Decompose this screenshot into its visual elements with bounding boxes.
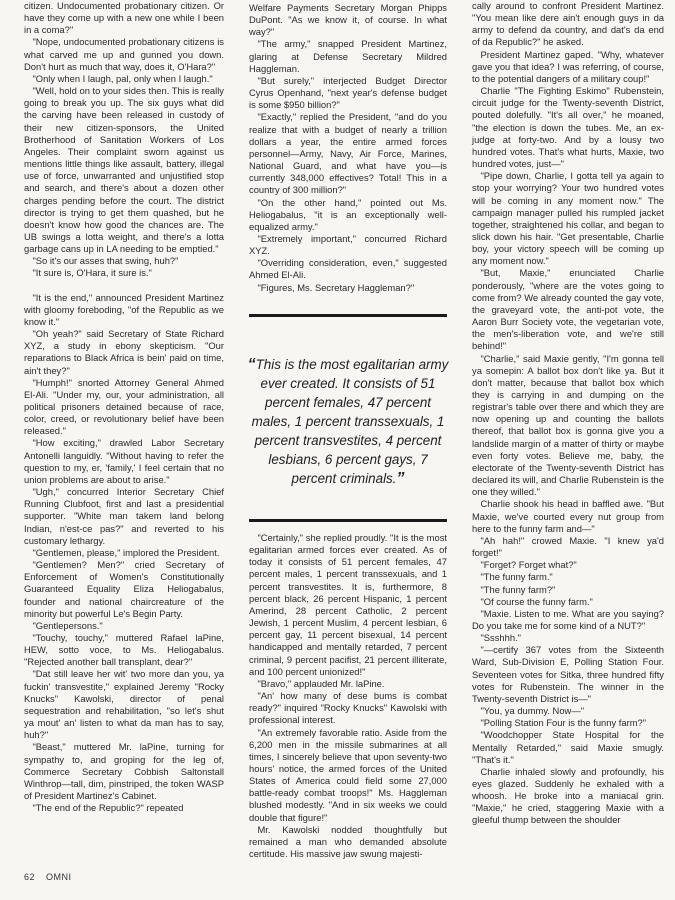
paragraph: "—certify 367 votes from the Sixteenth Ward, Sub-Division E, Polling Station Four. Seventeen votes for Sitka, three hundred fifty votes for Rubenstein. The winner in the Twenty-seventh District is—" xyxy=(472,644,664,704)
paragraph: "On the other hand," pointed out Ms. Heliogabalus, "it is an exceptionally well-equalized army." xyxy=(249,196,447,232)
paragraph: Charlie inhaled slowly and profoundly, his eyes glazed. Suddenly he exhaled with a whoosh. He broke into a maniacal grin. "Maxie," he cried, staggering Maxie with a gleeful thump between the shoulder xyxy=(472,765,664,826)
paragraph: "Well, hold on to your sides then. This is really going to break you up. The six guys what did the carving have been released in custody of their new citizen-sponsors, the United Brotherhood of Sanitation Workers of Los Angeles. Their complaint sworn against us mentions little things like assault, battery, illegal use of force, unwarranted and unjustified stop and search, and there's about a dozen other charges pending before the court. The district director is trying to get them quashed, but he doesn't know how good the chances are. The UB swings a lotta weight, and there's a lotta garbage cans up in LA needing to be emptied." xyxy=(24,85,224,255)
paragraph: cally around to confront President Martinez. "You mean like dere ain't enough guys in da army to defend da country, and dat's da end of da Republic?" he asked. xyxy=(472,0,664,48)
paragraph: "You, ya dummy. Now—" xyxy=(480,705,585,717)
pullquote-top-rule xyxy=(249,314,447,317)
pullquote-bottom-rule xyxy=(249,519,447,522)
paragraph: "Gentlemen, please," implored the President. xyxy=(32,546,220,558)
paragraph: "Oh yeah?" said Secretary of State Richard XYZ, a study in ebony skepticism. "Our reparations to Black Africa is bein' paid on time, ain't they?" xyxy=(24,328,224,376)
paragraph: "Overriding consideration, even," suggested Ahmed El-Ali. xyxy=(249,257,447,281)
paragraph: Charlie "The Fighting Eskimo" Rubenstein, circuit judge for the Twenty-seventh District, pouted dolefully. "It's all over," he moaned, "the election is down the tubes. Me, an ex-judge at forty-two. And by a lousy two hundred votes. That's what hurts, Maxie, two hundred votes, just—" xyxy=(472,85,664,170)
paragraph: "Beast," muttered Mr. laPine, turning for sympathy to, and groping for the leg of, Commerce Secretary Cobbish Saltonstall Winthrop—tall, dim, pinstriped, the token WASP of President Martinez's Cabinet. xyxy=(24,741,224,801)
paragraph: "Gentlepersons." xyxy=(32,619,103,631)
paragraph: "Ssshhh." xyxy=(480,632,521,644)
paragraph: "It is the end," announced President Martinez with gloomy foreboding, "of the Republic as we know it." xyxy=(24,291,224,327)
paragraph: "Maxie. Listen to me. What are you saying? Do you take me for some kind of a NUT?" xyxy=(472,607,664,631)
paragraph: "Exactly," replied the President, "and do you realize that with a budget of nearly a trillion dollars a year, the entire armed forces personnel—Army, Navy, Air Force, Marines, National Guard, and what have you—is currently 348,000 effectives? Total! This in a country of 300 million?" xyxy=(249,111,447,196)
paragraph: "But surely," interjected Budget Director Cyrus Openhand, "next year's defense budget is some $950 billion?" xyxy=(249,74,447,111)
paragraph: "Humph!" snorted Attorney General Ahmed El-Ali. "Under my, our, your administration, all political prisoners detained because of race, color, creed, or revolutionary belief have been released." xyxy=(24,376,224,437)
paragraph: "It sure is, O'Hara, it sure is." xyxy=(32,267,152,279)
page-footer xyxy=(24,872,72,882)
paragraph: "Nope, undocumented probationary citizens is what carved me up and gunned you down. Don't hurt as much that way, does it, O'Hara?" xyxy=(24,36,224,72)
paragraph: "Gentlemen? Men?" cried Secretary of Enforcement of Women's Constitutionally Guaranteed Equality Eliza Heliogabalus, founder and national chaircreature of the minority but powerful Le's Begin Party. xyxy=(24,559,224,619)
paragraph: "Certainly," she replied proudly. "It is the most egalitarian armed forces ever created. As of today it consists of 51 percent females, 47 percent males, 1 percent transsexuals, and 1 percent transvestites. It is, furthermore, 8 percent black, 26 percent Hispanic, 1 percent Amerind, 28 percent Catholic, 2 percent Jewish, 1 percent Muslim, 4 percent lesbian, 6 percent gay, 11 percent bisexual, 14 percent handicapped and mentally retarded, 7 percent criminal, 9 percent pacifist, 21 percent illiterate, and 100 percent unionized!" xyxy=(249,532,447,677)
paragraph: citizen. Undocumented probationary citizen. Or have they come up with a new one while I been in a coma?" xyxy=(24,0,224,36)
paragraph: Charlie shook his head in baffled awe. "But Maxie, we've courted every nut group from here to the funny farm and—" xyxy=(472,498,664,534)
paragraph: "An extremely favorable ratio. Aside from the 6,200 men in the missile submarines at all times, I sincerely believe that upon seventy-two hours' notice, the armed forces of the United States of America could field some 27,000 battle-ready combat troops!" Ms. Haggleman blushed modestly. "And in six weeks we could double that figure!" xyxy=(249,726,447,823)
paragraph: "Polling Station Four is the funny farm?" xyxy=(480,717,647,729)
page-number: 62 xyxy=(24,872,36,882)
paragraph: "Bravo," applauded Mr. laPine. xyxy=(257,677,385,689)
paragraph: "Woodchopper State Hospital for the Mentally Retarded," said Maxie smugly. "That's it." xyxy=(472,729,664,765)
paragraph: "The end of the Republic?" repeated xyxy=(32,802,184,814)
paragraph: "An' how many of dese bums is combat ready?" inquired "Rocky Knucks" Kawolski with professional interest. xyxy=(249,690,447,726)
paragraph: "Charlie," said Maxie gently, "I'm gonna tell ya somepin: A ballot box don't like ya. But it don't matter, because that ballot box which they is carrying in and dumping on the registrar's table over there and which they are now opening up and counting the ballots thereof, that ballot box is gonna give you a landslide margin of a matter of thirty or maybe even forty votes. Believe me, baby, the electorate of the Twenty-seventh District has declared its will, and Charlie Rubenstein is the one they willed." xyxy=(472,352,664,498)
paragraph: "The funny farm?" xyxy=(480,583,556,595)
paragraph: "Ah hah!" crowed Maxie. "I knew ya'd forget!" xyxy=(472,534,664,559)
magazine-name: OMNI xyxy=(46,872,72,882)
paragraph: Welfare Payments Secretary Morgan Phipps DuPont. "As we know it, of course. In what way?" xyxy=(249,2,447,38)
paragraph: "Forget? Forget what?" xyxy=(480,559,577,571)
pull-quote-text: This is the most egalitarian army ever created. It consists of 51 percent females, 47 percent males, 1 percent transsexuals, 1 percent transvestites, 4 percent lesbians, 6 percent gays, 7 percent criminals. xyxy=(251,357,449,486)
paragraph: "So it's our asses that swing, huh?" xyxy=(32,255,179,267)
pull-quote-open-mark: “ xyxy=(247,356,256,373)
paragraph: "Pipe down, Charlie, I gotta tell ya again to stop your worrying? Your two hundred votes will be coming in any moment now." The campaign manager pulled his rumpled jacket together, straightened his collar, and began to slick down his hair. "Get presentable, Charlie boy, your victory speech will be coming up any moment now." xyxy=(472,170,664,267)
paragraph: "The funny farm." xyxy=(480,571,553,583)
text-column-right xyxy=(472,0,664,827)
text-column-middle-top xyxy=(249,2,447,294)
pull-quote-close-mark: ” xyxy=(396,470,405,487)
paragraph: "Dat still leave her wit' two more dan you, ya fuckin' transvestite," explained Jeremy "Rocky Knucks" Kawolski, director of penal sequestration and rehabilitation, "so let's shut ya mout' an' listen to what da man has to say, huh?" xyxy=(24,668,224,741)
pull-quote xyxy=(247,355,449,488)
paragraph: Mr. Kawolski nodded thoughtfully but remained a man who demanded absolute certitude. His massive jaw swung majesti- xyxy=(249,823,447,860)
paragraph: "How exciting," drawled Labor Secretary Antonelli languidly. "Without having to refer the question to my, er, 'family,' I feel certain that no union problems are about to arise." xyxy=(24,437,224,485)
paragraph: President Martinez gaped. "Why, whatever gave you that idea? I was referring, of course, to the potential dangers of a military coup!" xyxy=(472,48,664,84)
paragraph: "Of course the funny farm." xyxy=(480,595,593,607)
paragraph: "Only when I laugh, pal, only when I laugh." xyxy=(32,72,213,84)
paragraph: "The army," snapped President Martinez, glaring at Defense Secretary Mildred Haggleman. xyxy=(249,38,447,74)
text-column-middle-bottom xyxy=(249,532,447,860)
paragraph: "But, Maxie," enunciated Charlie ponderously, "where are the votes going to come from? We already counted the gay vote, the graveyard vote, the anti-pot vote, the Aaron Burr Society vote, the vegetarian vote, the men's-liberation vote, and we're still behind!" xyxy=(472,267,664,352)
text-column-left xyxy=(24,0,224,814)
paragraph: "Ugh," concurred Interior Secretary Chief Running Clubfoot, first and last a presidential supporter. "White man takem land belong Indian, n'est-ce pas?" and reverted to his customary lethargy. xyxy=(24,486,224,546)
paragraph: "Extremely important," concurred Richard XYZ. xyxy=(249,232,447,257)
paragraph: "Figures, Ms. Secretary Haggleman?" xyxy=(257,281,415,293)
paragraph: "Touchy, touchy," muttered Rafael laPine, HEW, sotto voce, to Ms. Heliogabalus. "Rejected another ball transplant, dear?" xyxy=(24,631,224,668)
